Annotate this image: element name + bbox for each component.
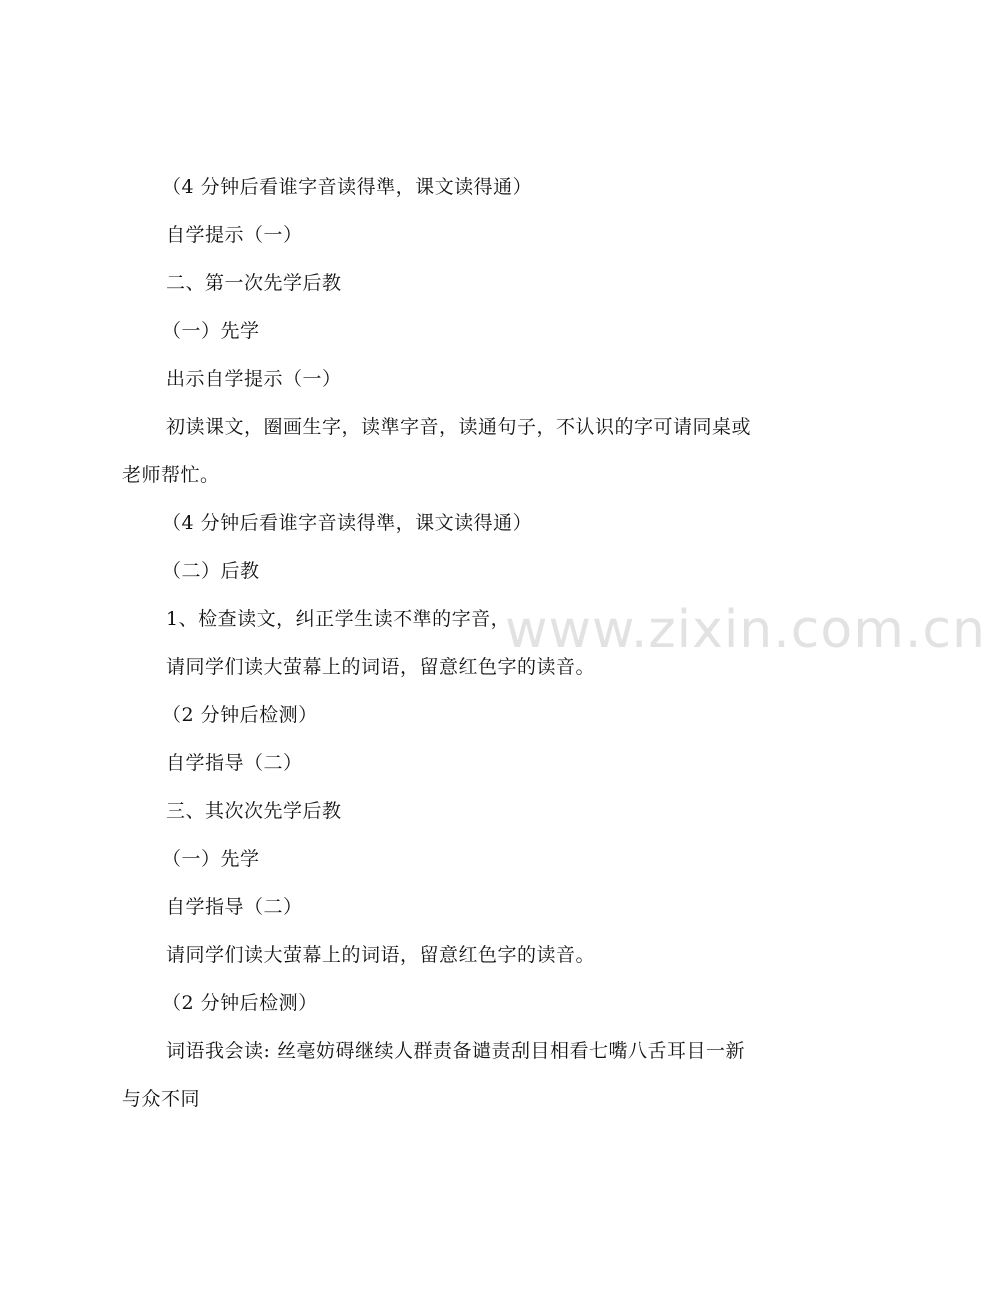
- paragraph-show-hint: 出示自学提示（一）: [166, 368, 342, 390]
- paragraph-first-reading-cont: 老师帮忙。: [122, 464, 220, 486]
- list-item-check-reading: 1、检查读文，纠正学生读不準的字音，: [166, 608, 511, 630]
- paragraph-word-list-cont: 与众不同: [122, 1088, 201, 1110]
- paragraph-self-study-guide-2: 自学指导（二）: [166, 752, 303, 774]
- paragraph-word-list: 词语我会读: 丝毫妨碍继续人群责备谴责刮目相看七嘴八舌耳目一新: [166, 1040, 745, 1062]
- paragraph-check-note: （2 分钟后检测）: [162, 704, 318, 726]
- paragraph-read-words-2: 请同学们读大萤幕上的词语，留意红色字的读音。: [166, 944, 596, 966]
- section-heading-3: 三、其次次先学后教: [166, 800, 342, 822]
- paragraph-reading-time-note: （4 分钟后看谁字音读得準，课文读得通）: [162, 176, 533, 198]
- watermark: www.zixin.com.cn: [505, 600, 986, 660]
- subsection-heading-learn-first: （一）先学: [162, 320, 260, 342]
- paragraph-reading-time-note-2: （4 分钟后看谁字音读得準，课文读得通）: [162, 512, 533, 534]
- paragraph-self-study-guide-2b: 自学指导（二）: [166, 896, 303, 918]
- paragraph-self-study-hint-1: 自学提示（一）: [166, 224, 303, 246]
- section-heading-2: 二、第一次先学后教: [166, 272, 342, 294]
- paragraph-first-reading: 初读课文，圈画生字，读準字音，读通句子，不认识的字可请同桌或: [166, 416, 752, 438]
- subsection-heading-teach-after: （二）后教: [162, 560, 260, 582]
- paragraph-read-words: 请同学们读大萤幕上的词语，留意红色字的读音。: [166, 656, 596, 678]
- subsection-heading-learn-first-2: （一）先学: [162, 848, 260, 870]
- paragraph-check-note-2: （2 分钟后检测）: [162, 992, 318, 1014]
